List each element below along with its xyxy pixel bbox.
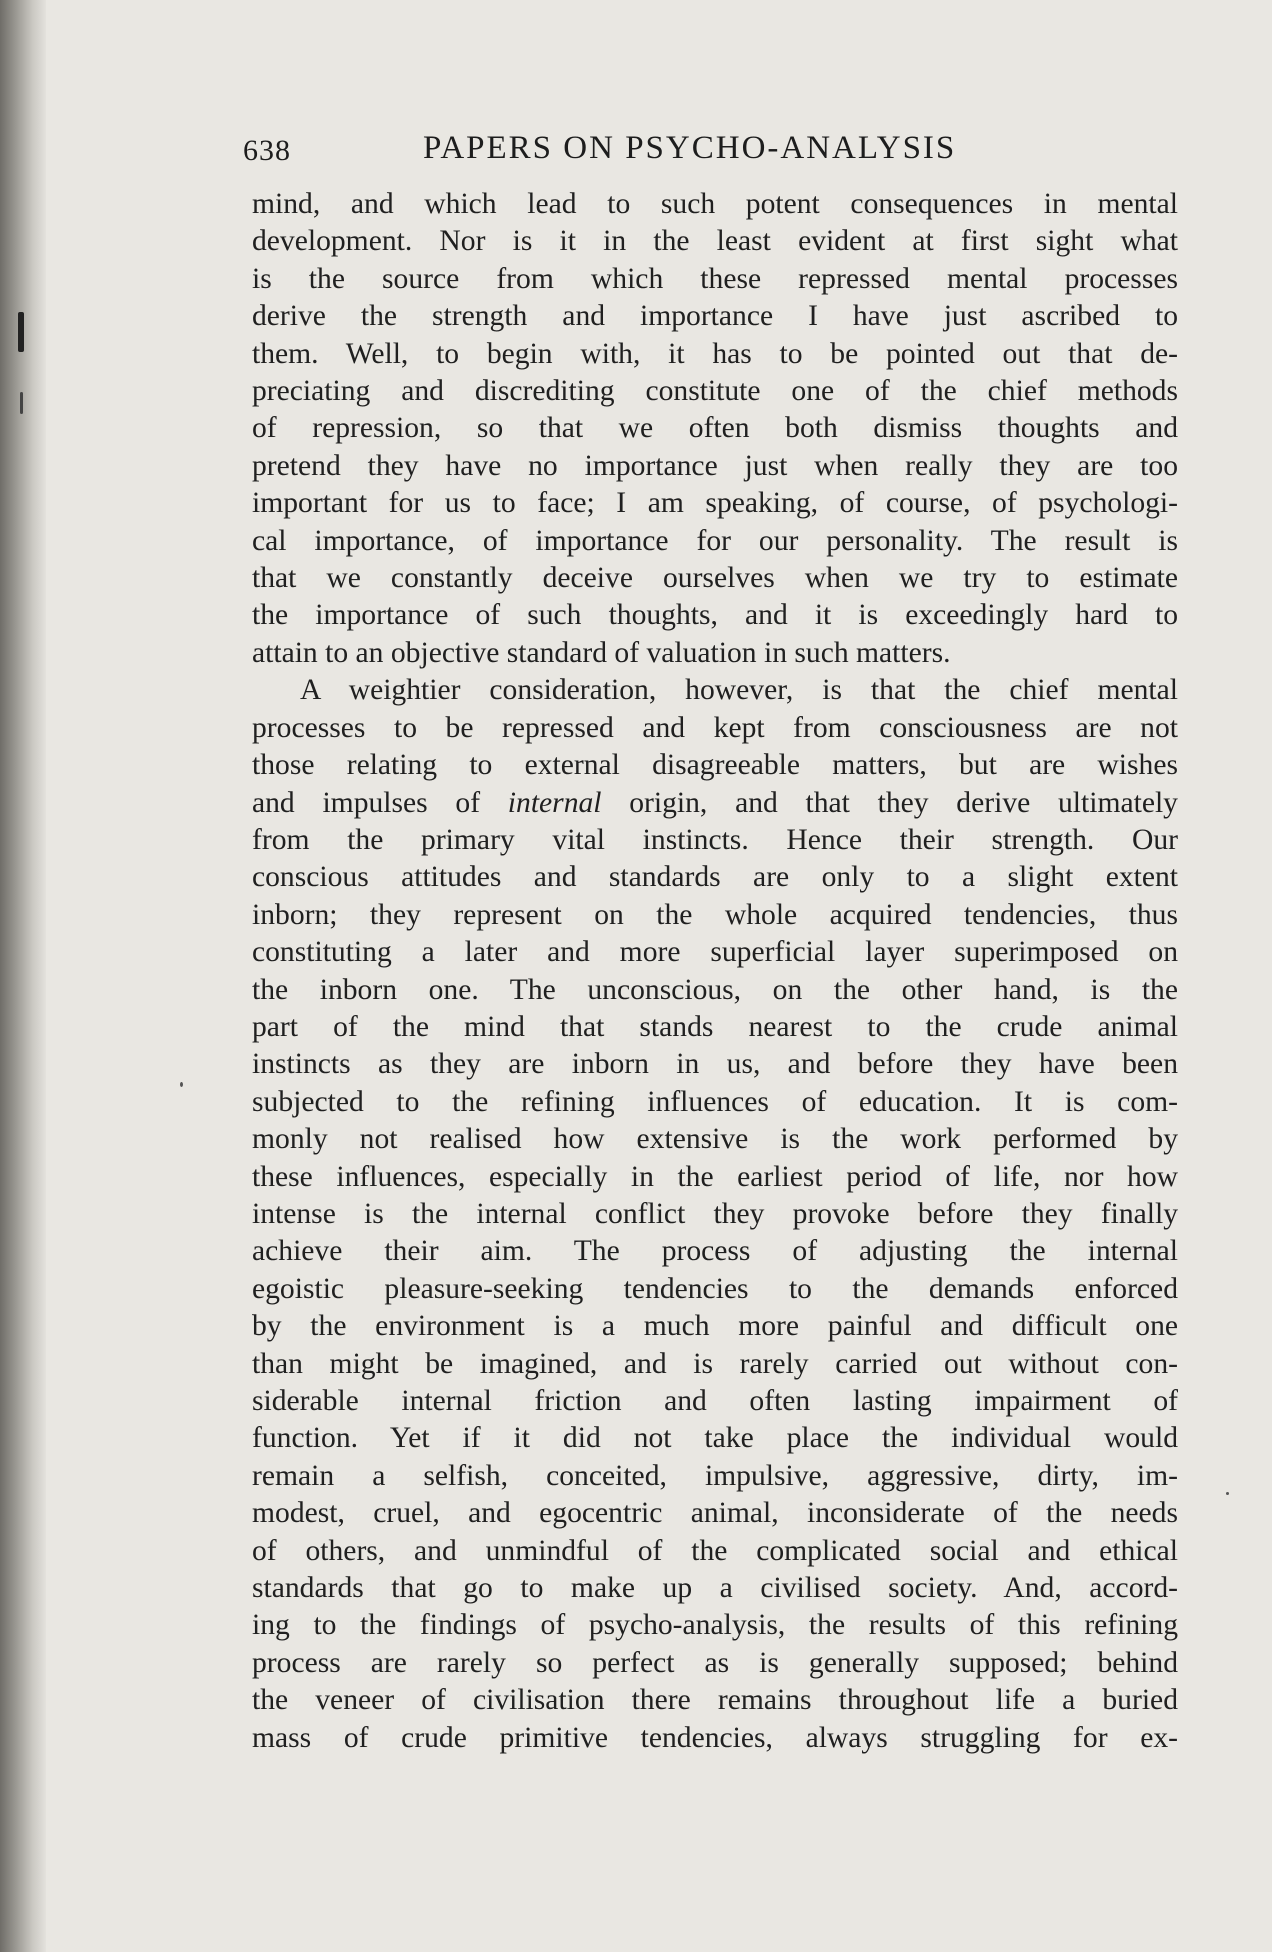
text-line: development. Nor is it in the least evident at first sight what [252, 225, 1178, 258]
text-line: than might be imagined, and is rarely carried out without con- [252, 1347, 1178, 1380]
text-line: attain to an objective standard of valuation in such matters. [252, 636, 951, 669]
paragraph-1 [252, 186, 1178, 672]
text-line: mass of crude primitive tendencies, always struggling for ex- [252, 1721, 1178, 1754]
paragraph-2-continuation [252, 822, 1178, 1757]
text-line: the veneer of civilisation there remains throughout life a buried [252, 1684, 1178, 1717]
text-segment: and impulses of [252, 786, 508, 819]
text-line: them. Well, to begin with, it has to be pointed out that de- [252, 337, 1178, 370]
text-line: those relating to external disagreeable matters, but are wishes [252, 749, 1178, 782]
body-text [252, 186, 1178, 1757]
text-line: A weightier consideration, however, is that the chief mental [300, 674, 1178, 707]
text-line: remain a selfish, conceited, impulsive, aggressive, dirty, im- [252, 1459, 1178, 1492]
scan-speck [180, 1082, 183, 1087]
text-line: process are rarely so perfect as is generally supposed; behind [252, 1646, 1178, 1679]
text-line: is the source from which these repressed mental processes [252, 262, 1178, 295]
text-line: inborn; they represent on the whole acquired tendencies, thus [252, 898, 1178, 931]
text-line: intense is the internal conflict they provoke before they finally [252, 1197, 1178, 1230]
text-line: conscious attitudes and standards are only to a slight extent [252, 861, 1178, 894]
text-line: pretend they have no importance just when really they are too [252, 449, 1178, 482]
text-line: mind, and which lead to such potent consequences in mental [252, 188, 1178, 220]
text-segment: origin, and that they derive ultimately [601, 786, 1178, 819]
text-line: these influences, especially in the earliest period of life, nor how [252, 1160, 1178, 1193]
text-line: subjected to the refining influences of education. It is com- [252, 1085, 1178, 1118]
text-line: egoistic pleasure-seeking tendencies to the demands enforced [252, 1272, 1178, 1305]
text-line: achieve their aim. The process of adjusting the internal [252, 1235, 1178, 1268]
page-number: 638 [243, 134, 291, 167]
text-line: of others, and unmindful of the complicated social and ethical [252, 1534, 1178, 1567]
text-line: constituting a later and more superficial layer superimposed on [252, 936, 1178, 969]
text-line: the inborn one. The unconscious, on the other hand, is the [252, 973, 1178, 1006]
text-line [252, 785, 1178, 822]
text-line: preciating and discrediting constitute one of the chief methods [252, 375, 1178, 408]
text-line: that we constantly deceive ourselves when we try to estimate [252, 562, 1178, 595]
text-line: processes to be repressed and kept from consciousness are not [252, 711, 1178, 744]
text-line: part of the mind that stands nearest to the crude animal [252, 1010, 1178, 1043]
spine-ink-mark [18, 312, 24, 352]
page-header [243, 128, 983, 178]
text-line: the importance of such thoughts, and it is exceedingly hard to [252, 599, 1178, 632]
text-line: standards that go to make up a civilised society. And, accord- [252, 1572, 1178, 1605]
text-line: instincts as they are inborn in us, and before they have been [252, 1048, 1178, 1081]
spine-ink-mark [20, 392, 23, 414]
text-line: modest, cruel, and egocentric animal, inconsiderate of the needs [252, 1497, 1178, 1530]
book-spine-edge [0, 0, 46, 1952]
text-line: siderable internal friction and often lasting impairment of [252, 1385, 1178, 1417]
text-line: important for us to face; I am speaking, of course, of psychologi- [252, 487, 1178, 520]
text-line: derive the strength and importance I have just ascribed to [252, 300, 1178, 333]
italic-word: internal [507, 786, 602, 819]
text-line: function. Yet if it did not take place the individual would [252, 1422, 1178, 1455]
text-line: monly not realised how extensive is the work performed by [252, 1123, 1178, 1156]
text-line: from the primary vital instincts. Hence their strength. Our [252, 823, 1178, 856]
text-line: of repression, so that we often both dismiss thoughts and [252, 412, 1178, 445]
paragraph-2 [252, 672, 1178, 1757]
text-line: ing to the findings of psycho-analysis, the results of this refining [252, 1609, 1178, 1642]
text-line: cal importance, of importance for our personality. The result is [252, 524, 1178, 557]
running-head: PAPERS ON PSYCHO-ANALYSIS [423, 130, 957, 166]
text-line: by the environment is a much more painful and difficult one [252, 1310, 1178, 1343]
scan-speck [1226, 1492, 1229, 1495]
